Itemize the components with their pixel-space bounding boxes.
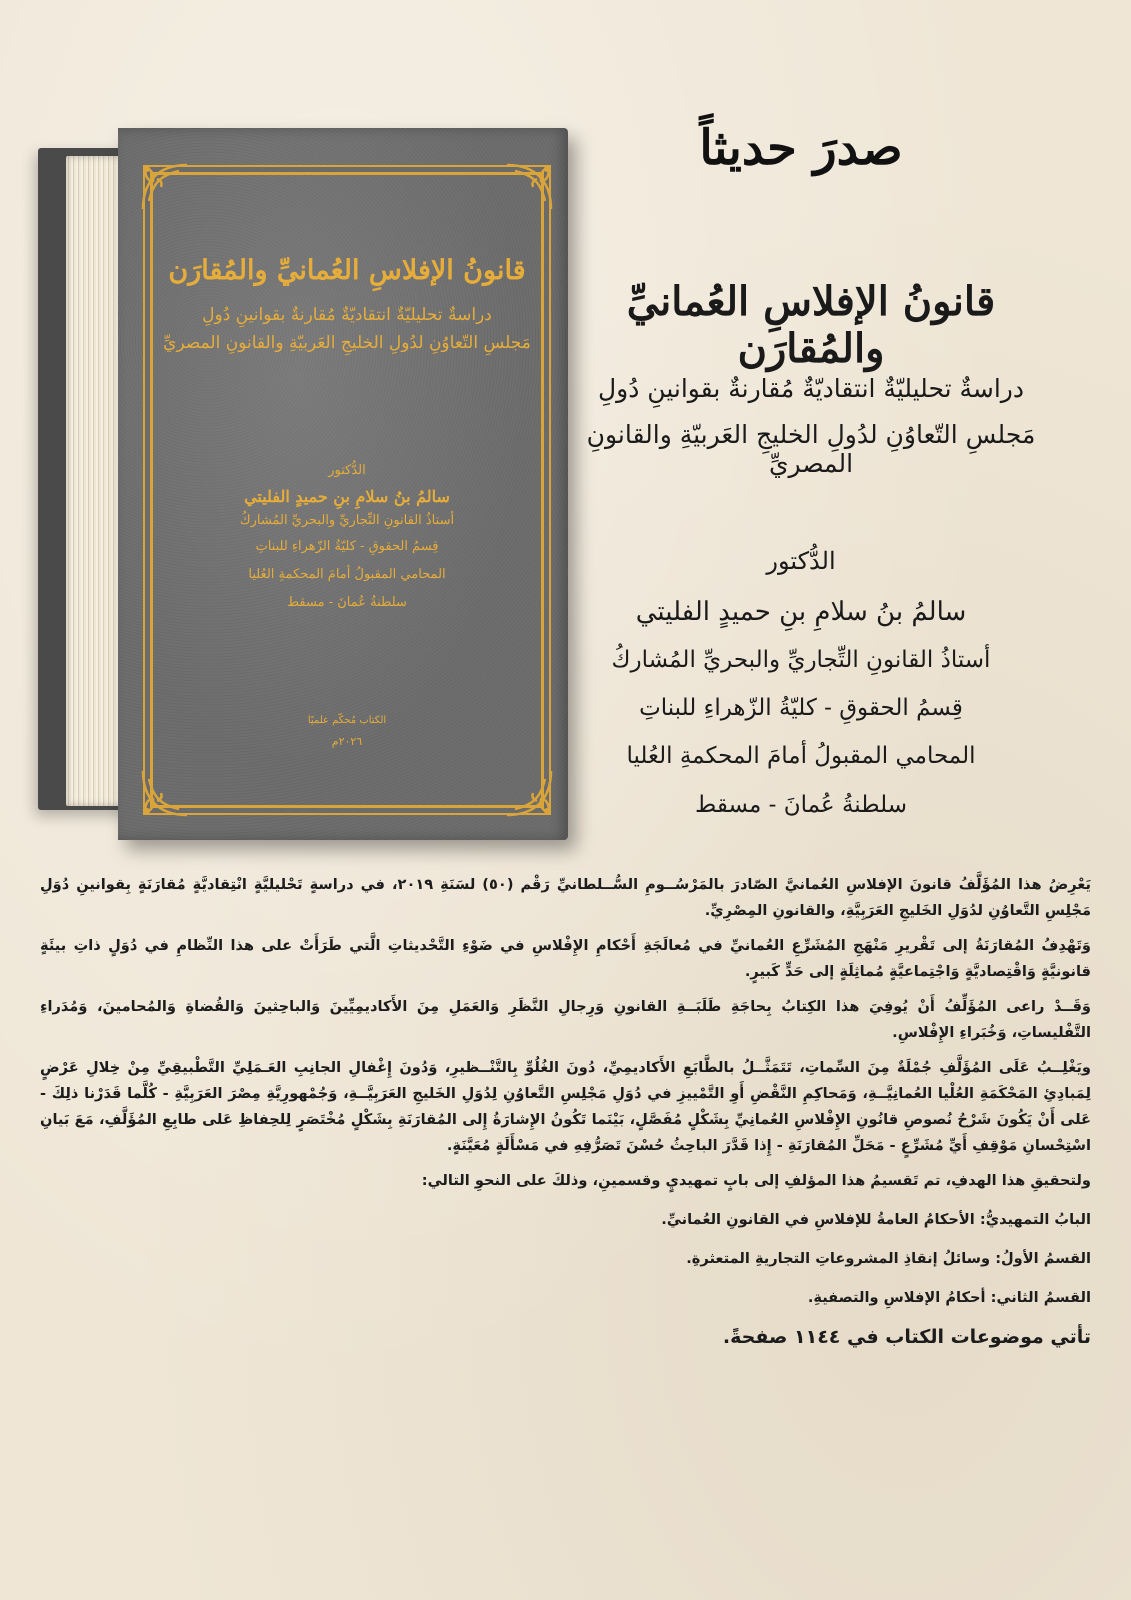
author-name: سالمُ بنُ سلامِ بنِ حميدٍ الفليتي [635, 597, 967, 627]
author-department: قِسمُ الحقوقِ - كليّةُ الزّهراءِ للبناتِ [639, 695, 963, 721]
cover-author-title: الدُّكتور [328, 463, 366, 478]
ornament-corner-icon [503, 161, 555, 213]
cover-author-department: قِسمُ الحقوقِ - كليّةُ الزّهراءِ للبناتِ [255, 539, 439, 554]
book-description [40, 872, 1091, 1359]
description-paragraph-3: وَقَــدْ راعى المُؤَلِّفُ أَنْ يُوفِيَ هذا الكِتابُ بِحاجَةِ طَلَبَــةِ القانونِ وَرِجالِ النَّظَرِ وَالعَمَلِ مِنَ الأَكاديمِيِّينَ وَالباحِثينَ وَالقُضاةِ وَالمُحامينَ، وَمُدَراءِ التَّفْليساتِ، وَخُبَراءِ الإِفْلاسِ. [40, 998, 1091, 1041]
cover-title: قانونُ الإفلاسِ العُمانيِّ والمُقارَن [168, 255, 526, 286]
book-subtitle-1: دراسةٌ تحليليّةٌ انتقاديّةٌ مُقارنةٌ بقوانينِ دُولِ [597, 374, 1025, 403]
book-cover-image [38, 128, 568, 840]
ornament-corner-icon [139, 767, 191, 819]
ornament-corner-icon [503, 767, 555, 819]
outline-part-two: القسمُ الثاني: أحكامُ الإفلاسِ والتصفيةِ. [807, 1289, 1091, 1306]
cover-publisher: الكتاب مُحكّم علميًا [307, 715, 387, 726]
ornamental-frame [150, 172, 544, 808]
cover-year: ٢٠٢٦م [331, 735, 363, 748]
page-count-note: تأتي موضوعات الكتاب في ١١٤٤ صفحةً. [722, 1326, 1091, 1348]
description-paragraph-5: ولتحقيقِ هذا الهدفِ، تم تَقسيمُ هذا المؤلفِ إلى بابٍ تمهيديٍ وقسمينِ، وذلكَ على النحوِ التالي: [421, 1172, 1091, 1189]
author-title: الدُّكتور [766, 547, 836, 575]
book-subtitle-2: مَجلسِ التّعاوُنِ لدُولِ الخليجِ العَربيّةِ والقانونِ المصريِّ [586, 420, 1036, 478]
cover-author-location: سلطنةُ عُمانَ - مسقط [287, 595, 407, 610]
ornament-corner-icon [139, 161, 191, 213]
author-bar: المحامي المقبولُ أمامَ المحكمةِ العُليا [626, 743, 976, 769]
description-paragraph-4: ويَغْلِــبُ عَلَى المُؤَلَّفِ جُمْلَةٌ مِنَ السِّماتِ، تَتَمَثَّــلُ بالطَّابَعِ الأَكاديمِيِّ، دُونَ الغُلُوِّ بِالتَّنْــظيرِ، وَدُونَ إِغْفالِ الجانِبِ العَـمَلِيِّ التَّطْبيقِيِّ مِنْ خِلالِ عَرْضٍ لِمَبادِئِ المَحْكَمَةِ العُلْيا العُمانِيَّــةِ، وَمَحاكِمِ النَّقْضِ أَوِ التَّمْييزِ في دُوَلِ مَجْلِسِ التَّعاوُنِ لِدُوَلِ الخَليجِ العَرَبِيَّــةِ، وَجُمْهورِيَّةِ مِصْرَ العَرَبِيَّةِ - كُلَّما قَدَرْنا ذلِكَ - عَلى أَنْ يَكُونَ شَرْحُ نُصوصِ قانُونِ الإِفْلاسِ العُمانِيِّ بِشَكْلٍ مُفَصَّلٍ، بَيْنَما تَكُونُ الإِشارَةُ إِلى المُقارَنَةِ بِشَكْلٍ مُخْتَصَرٍ لِلحِفاظِ عَلى طابِعِ المُؤَلَّفِ، مَعَ بَيانِ اسْتِحْسانِ مَوْقِفِ أَيِّ مُشَرِّعٍ - مَحَلِّ المُقارَنَةِ - إِذا قَدَّرَ الباحِثُ حُسْنَ تَصَرُّفِهِ في مَسْأَلَةٍ مُعَيَّنَةٍ. [40, 1059, 1091, 1154]
author-position: أستاذُ القانونِ التِّجاريِّ والبحريِّ المُشاركُ [611, 647, 991, 673]
description-paragraph-1: يَعْرِضُ هذا المُؤَلَّفُ قانونَ الإفلاسِ العُمانيَّ الصّادرَ بالمَرْسُــومِ السُّــلطانيِّ رَقْم (٥٠) لسَنَةِ ٢٠١٩، في دراسةٍ تَحْليليَّةٍ انْتِقاديَّةٍ مُقارَنَةٍ بِقوانينِ دُوَلِ مَجْلِسِ التَّعاوُنِ لدُوَلِ الخَليجِ العَرَبِيَّةِ، والقانونِ المِصْرِيِّ. [40, 876, 1091, 919]
new-release-heading: صدرَ حديثاً [699, 120, 903, 176]
description-paragraph-2: وَتَهْدِفُ المُقارَنَةُ إلى تَقْريرِ مَنْهَجِ المُشَرِّعِ العُمانيِّ في مُعالَجَةِ أَحْكامِ الإِفْلاسِ في ضَوْءِ التَّحْديثاتِ الَّتي طَرَأَتْ على هذا النِّظامِ في دُوَلٍ ذاتِ بيئَةٍ قانونيَّةٍ وَاقْتِصاديَّةٍ وَاجْتِماعيَّةٍ مُماثِلَةٍ إلى حَدٍّ كَبيرٍ. [40, 937, 1091, 980]
book-title: قانونُ الإفلاسِ العُمانيِّ والمُقارَن [626, 278, 996, 372]
author-location: سلطنةُ عُمانَ - مسقط [695, 792, 907, 818]
book-front-cover [118, 128, 568, 840]
cover-author-bar: المحامي المقبولُ أمامَ المحكمةِ العُليا [248, 567, 446, 582]
cover-author-name: سالمُ بنُ سلامِ بنِ حميدٍ الفليتي [244, 487, 450, 506]
cover-subtitle-1: دراسةٌ تحليليّةٌ انتقاديّةٌ مُقارنةٌ بقوانينِ دُولِ [202, 305, 492, 325]
cover-subtitle-2: مَجلسِ التّعاوُنِ لدُولِ الخليجِ العَربيّةِ والقانونِ المصريِّ [163, 333, 531, 353]
outline-part-one: القسمُ الأولُ: وسائلُ إنقاذِ المشروعاتِ التجاريةِ المتعثرةِ. [686, 1250, 1091, 1267]
cover-author-position: أستاذُ القانونِ التِّجاريِّ والبحريِّ المُشاركُ [239, 513, 455, 528]
outline-introductory-chapter: البابُ التمهيديُّ: الأحكامُ العامةُ للإفلاسِ في القانونِ العُمانيِّ. [661, 1211, 1091, 1228]
